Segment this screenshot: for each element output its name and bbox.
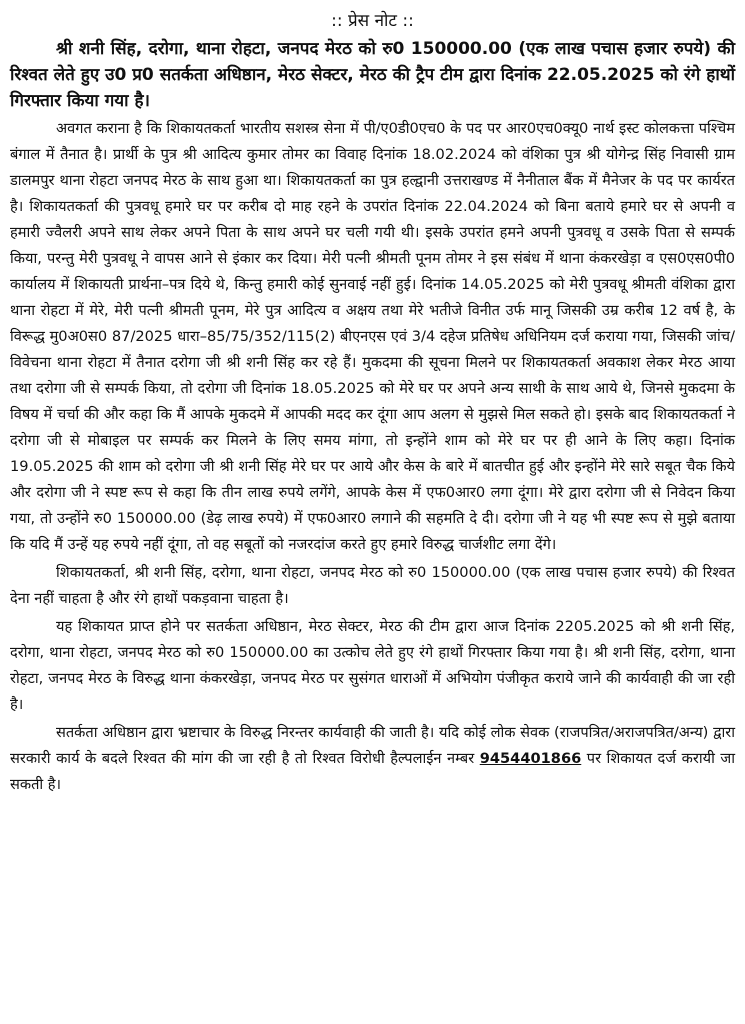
- body-paragraph-2: शिकायतकर्ता, श्री शनी सिंह, दरोगा, थाना रोहटा, जनपद मेरठ को रु0 150000.00 (एक लाख पचास हजार रुपये) की रिश्वत देना नहीं चाहता है और रंगे हाथों पकड़वाना चाहता है।: [10, 564, 735, 607]
- lead-paragraph: श्री शनी सिंह, दरोगा, थाना रोहटा, जनपद मेरठ को रु0 150000.00 (एक लाख पचास हजार रुपये) की रिश्वत लेते हुए उ0 प्र0 सतर्कता अधिष्ठान, मेरठ सेक्टर, मेरठ की ट्रैप टीम द्वारा दिनांक 22.05.2025 को रंगे हाथों गिरफ्तार किया गया है।: [10, 39, 735, 111]
- helpline-text-post: पर शिकायत दर्ज करायी जा सकती है।: [10, 750, 735, 793]
- body-paragraph-3: यह शिकायत प्राप्त होने पर सतर्कता अधिष्ठान, मेरठ सेक्टर, मेरठ की टीम द्वारा आज दिनांक 2205.2025 को श्री शनी सिंह, दरोगा, थाना रोहटा, जनपद मेरठ को रु0 150000.00 का उत्कोच लेते हुए रंगे हाथों गिरफ्तार किया गया है। श्री शनी सिंह, दरोगा, थाना रोहटा, जनपद मेरठ के विरुद्ध थाना कंकरखेड़ा, जनपद मेरठ पर सुसंगत धाराओं में अभियोग पंजीकृत कराये जाने की कार्यवाही की जा रही है।: [10, 618, 735, 713]
- page-title: :: प्रेस नोट ::: [331, 11, 414, 31]
- helpline-number: 9454401866: [479, 750, 582, 767]
- helpline-text-pre: सतर्कता अधिष्ठान द्वारा भ्रष्टाचार के विरुद्ध निरन्तर कार्यवाही की जाती है। यदि कोई लोक सेवक (राजपत्रित/अराजपत्रित/अन्य) द्वारा सरकारी कार्य के बदले रिश्वत की मांग की जा रही है तो रिश्वत विरोधी हैल्पलाईन नम्बर: [10, 724, 735, 767]
- body-paragraph-1: अवगत कराना है कि शिकायतकर्ता भारतीय सशस्त्र सेना में पी/ए0डी0एच0 के पद पर आर0एच0क्यू0 नार्थ इस्ट कोलकत्ता पश्चिम बंगाल में तैनात है। प्रार्थी के पुत्र श्री आदित्य कुमार तोमर का विवाह दिनांक 18.02.2024 को वंशिका पुत्र श्री योगेन्द्र सिंह निवासी ग्राम डालमपुर थाना रोहटा जनपद मेरठ के साथ हुआ था। शिकायतकर्ता का पुत्र हल्द्वानी उत्तराखण्ड में नैनीताल बैंक में मैनेजर के पद पर कार्यरत है। शिकायतकर्ता की पुत्रवधू हमारे घर पर करीब दो माह रहने के उपरांत दिनांक 22.04.2024 को बिना बताये हमारे घर से अपनी व हमारी ज्वैलरी अपने साथ लेकर अपने पिता के साथ अपने घर चली गयी थी। इसके उपरांत हमने अपनी पुत्रवधू व उसके पिता से सम्पर्क किया, परन्तु मेरी पुत्रवधू ने वापस आने से इंकार कर दिया। मेरी पत्नी श्रीमती पूनम तोमर ने इस संबंध में थाना कंकरखेड़ा व एस0एस0पी0 कार्यालय में शिकायती प्रार्थना–पत्र दिये थे, किन्तु हमारी कोई सुनवाई नहीं हुई। दिनांक 14.05.2025 को मेरी पुत्रवधू श्रीमती वंशिका द्वारा थाना रोहटा में मेरे, मेरी पत्नी श्रीमती पूनम, मेरे पुत्र आदित्य व अक्षय तथा मेरे भतीजे विनीत उर्फ मानू जिसकी उम्र करीब 12 वर्ष है, के विरूद्ध मु0अ0स0 87/2025 धारा–85/75/352/115(2) बीएनएस एवं 3/4 दहेज प्रतिषेध अधिनियम दर्ज कराया गया, जिसकी जांच/विवेचना थाना रोहटा में तैनात दरोगा जी श्री शनी सिंह कर रहे हैं। मुकदमा की सूचना मिलने पर शिकायतकर्ता अवकाश लेकर मेरठ आया तथा दरोगा जी से सम्पर्क किया, तो दरोगा जी दिनांक 18.05.2025 को मेरे घर पर अपने अन्य साथी के साथ आये थे, जिनसे मुकदमा के विषय में चर्चा की और कहा कि मैं आपके मुकदमे में आपकी मदद कर दूंगा आप अलग से मुझसे मिल सकते हो। इसके बाद शिकायतकर्ता ने दरोगा जी से मोबाइल पर सम्पर्क कर मिलने के लिए समय मांगा, तो इन्होंने शाम को मेरे घर पर ही आने के लिए कहा। दिनांक 19.05.2025 की शाम को दरोगा जी श्री शनी सिंह मेरे घर पर आये और केस के बारे में बातचीत हुई और इन्होंने मेरे सारे सबूत चैक किये और दरोगा जी ने स्पष्ट रूप से कहा कि तीन लाख रुपये लगेंगे, आपके केस में एफ0आर0 लगा दूंगा। मेरे द्वारा दरोगा जी से निवेदन किया गया, तो उन्होंने रु0 150000.00 (डेढ़ लाख रुपये) में एफ0आर0 लगाने की सहमति दे दी। दरोगा जी ने यह भी स्पष्ट रूप से मुझे बताया कि यदि मैं उन्हें यह रुपये नहीं दूंगा, तो वह सबूतों को नजरदांज करते हुए हमारे विरुद्ध चार्जशीट लगा देंगे।: [10, 120, 735, 553]
- body-paragraph-4: [10, 720, 735, 798]
